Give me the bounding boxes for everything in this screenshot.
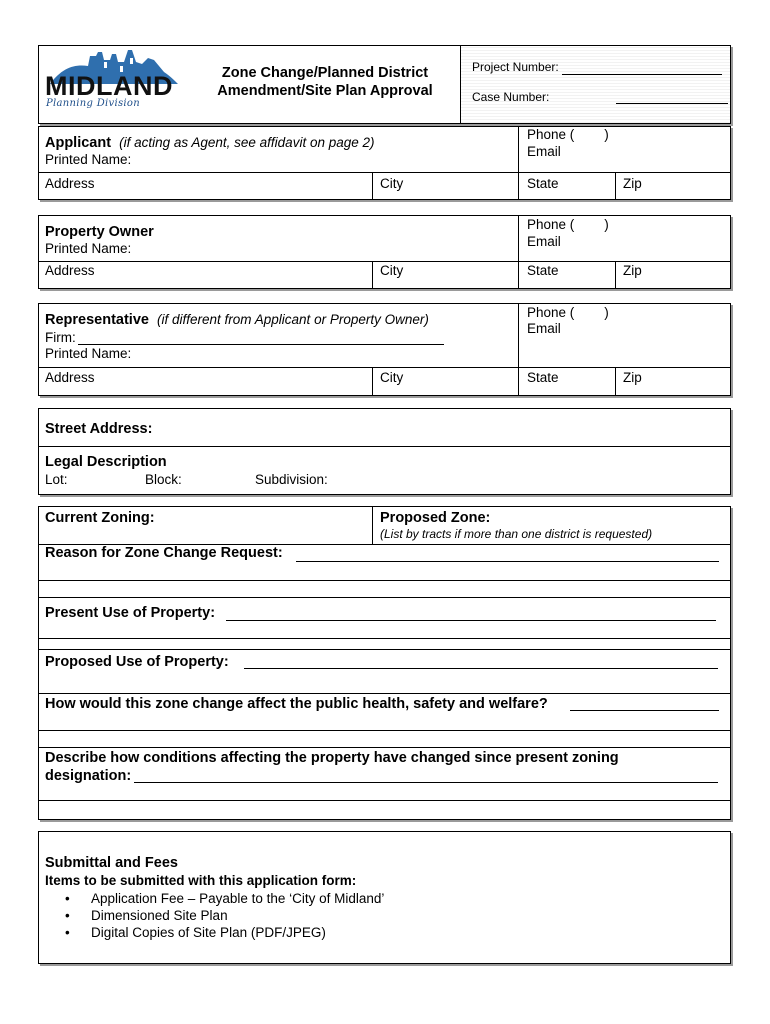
project-number-label: Project Number: [472, 60, 559, 74]
representative-state[interactable]: State [527, 370, 559, 385]
reason-field[interactable] [296, 561, 719, 562]
owner-heading: Property Owner [45, 224, 154, 240]
representative-heading: Representative [45, 312, 149, 328]
owner-col-divider-2 [372, 261, 373, 289]
applicant-zip[interactable]: Zip [623, 176, 642, 191]
owner-printed-name[interactable]: Printed Name: [45, 241, 132, 256]
street-address-label[interactable]: Street Address: [45, 421, 153, 437]
zoning-line-2 [38, 580, 731, 581]
subdivision-field[interactable]: Subdivision: [255, 472, 328, 487]
proposed-use-label: Proposed Use of Property: [45, 654, 229, 670]
proposed-zone-label[interactable]: Proposed Zone: [380, 510, 491, 526]
block-field[interactable]: Block: [145, 472, 182, 487]
current-zoning-label[interactable]: Current Zoning: [45, 510, 155, 526]
present-use-field[interactable] [226, 620, 716, 621]
conditions-field[interactable] [134, 782, 718, 783]
representative-email[interactable]: Email [527, 321, 561, 336]
representative-col-divider-2 [372, 367, 373, 396]
owner-zip[interactable]: Zip [623, 263, 642, 278]
owner-phone[interactable]: Phone ( ) [527, 217, 609, 232]
zoning-line-6 [38, 693, 731, 694]
legal-description-heading: Legal Description [45, 454, 167, 470]
representative-col-divider-3 [615, 367, 616, 396]
zoning-line-8 [38, 747, 731, 748]
health-question-label: How would this zone change affect the public health, safety and welfare? [45, 696, 548, 712]
applicant-row-divider [38, 172, 731, 173]
applicant-heading-row [45, 135, 375, 151]
zoning-col-divider [372, 506, 373, 544]
bullet-icon: • [65, 891, 70, 906]
zoning-line-3 [38, 597, 731, 598]
health-question-field[interactable] [570, 710, 719, 711]
representative-zip[interactable]: Zip [623, 370, 642, 385]
applicant-col-divider-3 [615, 172, 616, 200]
logo-subtitle: Planning Division [46, 98, 140, 109]
zoning-line-4 [38, 638, 731, 639]
case-number-label: Case Number: [472, 90, 550, 104]
lot-field[interactable]: Lot: [45, 472, 68, 487]
representative-city[interactable]: City [380, 370, 404, 385]
owner-state[interactable]: State [527, 263, 559, 278]
applicant-state[interactable]: State [527, 176, 559, 191]
logo-text: MIDLAND [45, 71, 173, 101]
representative-firm: Firm: [45, 330, 76, 345]
proposed-zone-note: (List by tracts if more than one district is requested) [380, 527, 653, 541]
applicant-note: (if acting as Agent, see affidavit on page 2) [119, 135, 375, 150]
applicant-phone[interactable]: Phone ( ) [527, 127, 609, 142]
list-item: • Dimensioned Site Plan [65, 908, 228, 923]
applicant-email[interactable]: Email [527, 144, 561, 159]
property-row-divider [38, 446, 731, 447]
owner-col-divider-1 [518, 215, 519, 289]
zoning-line-7 [38, 730, 731, 731]
conditions-label-line2: designation: [45, 768, 132, 784]
form-title-line1: Zone Change/Planned District [221, 65, 429, 81]
representative-row-divider [38, 367, 731, 368]
submittal-subheading: Items to be submitted with this application form: [45, 873, 357, 888]
applicant-city[interactable]: City [380, 176, 404, 191]
submittal-list [65, 890, 384, 941]
applicant-printed-name[interactable]: Printed Name: [45, 152, 132, 167]
applicant-heading: Applicant [45, 135, 112, 151]
applicant-address[interactable]: Address [45, 176, 95, 191]
applicant-col-divider-2 [372, 172, 373, 200]
bullet-icon: • [65, 925, 70, 940]
project-number-field[interactable] [562, 74, 722, 75]
representative-heading-row [45, 312, 429, 328]
representative-note: (if different from Applicant or Property Owner) [157, 312, 429, 327]
present-use-label: Present Use of Property: [45, 605, 216, 621]
representative-col-divider-1 [518, 303, 519, 396]
representative-firm-field[interactable] [78, 344, 444, 345]
owner-city[interactable]: City [380, 263, 404, 278]
zoning-line-9 [38, 800, 731, 801]
applicant-col-divider-1 [518, 126, 519, 200]
owner-row-divider [38, 261, 731, 262]
proposed-use-field[interactable] [244, 668, 718, 669]
list-item: • Application Fee – Payable to the ‘City of Midland’ [65, 891, 385, 906]
owner-col-divider-3 [615, 261, 616, 289]
representative-address[interactable]: Address [45, 370, 95, 385]
reason-label: Reason for Zone Change Request: [45, 545, 283, 561]
zoning-line-5 [38, 649, 731, 650]
representative-printed-name[interactable]: Printed Name: [45, 346, 132, 361]
representative-phone[interactable]: Phone ( ) [527, 305, 609, 320]
owner-email[interactable]: Email [527, 234, 561, 249]
case-number-field[interactable] [616, 103, 728, 104]
owner-address[interactable]: Address [45, 263, 95, 278]
submittal-heading: Submittal and Fees [45, 855, 178, 871]
list-item: • Digital Copies of Site Plan (PDF/JPEG) [65, 925, 326, 940]
bullet-icon: • [65, 908, 70, 923]
form-title-line2: Amendment/Site Plan Approval [217, 83, 433, 99]
conditions-label-line1: Describe how conditions affecting the property have changed since present zoning [45, 750, 619, 766]
header-stipple [461, 46, 730, 123]
